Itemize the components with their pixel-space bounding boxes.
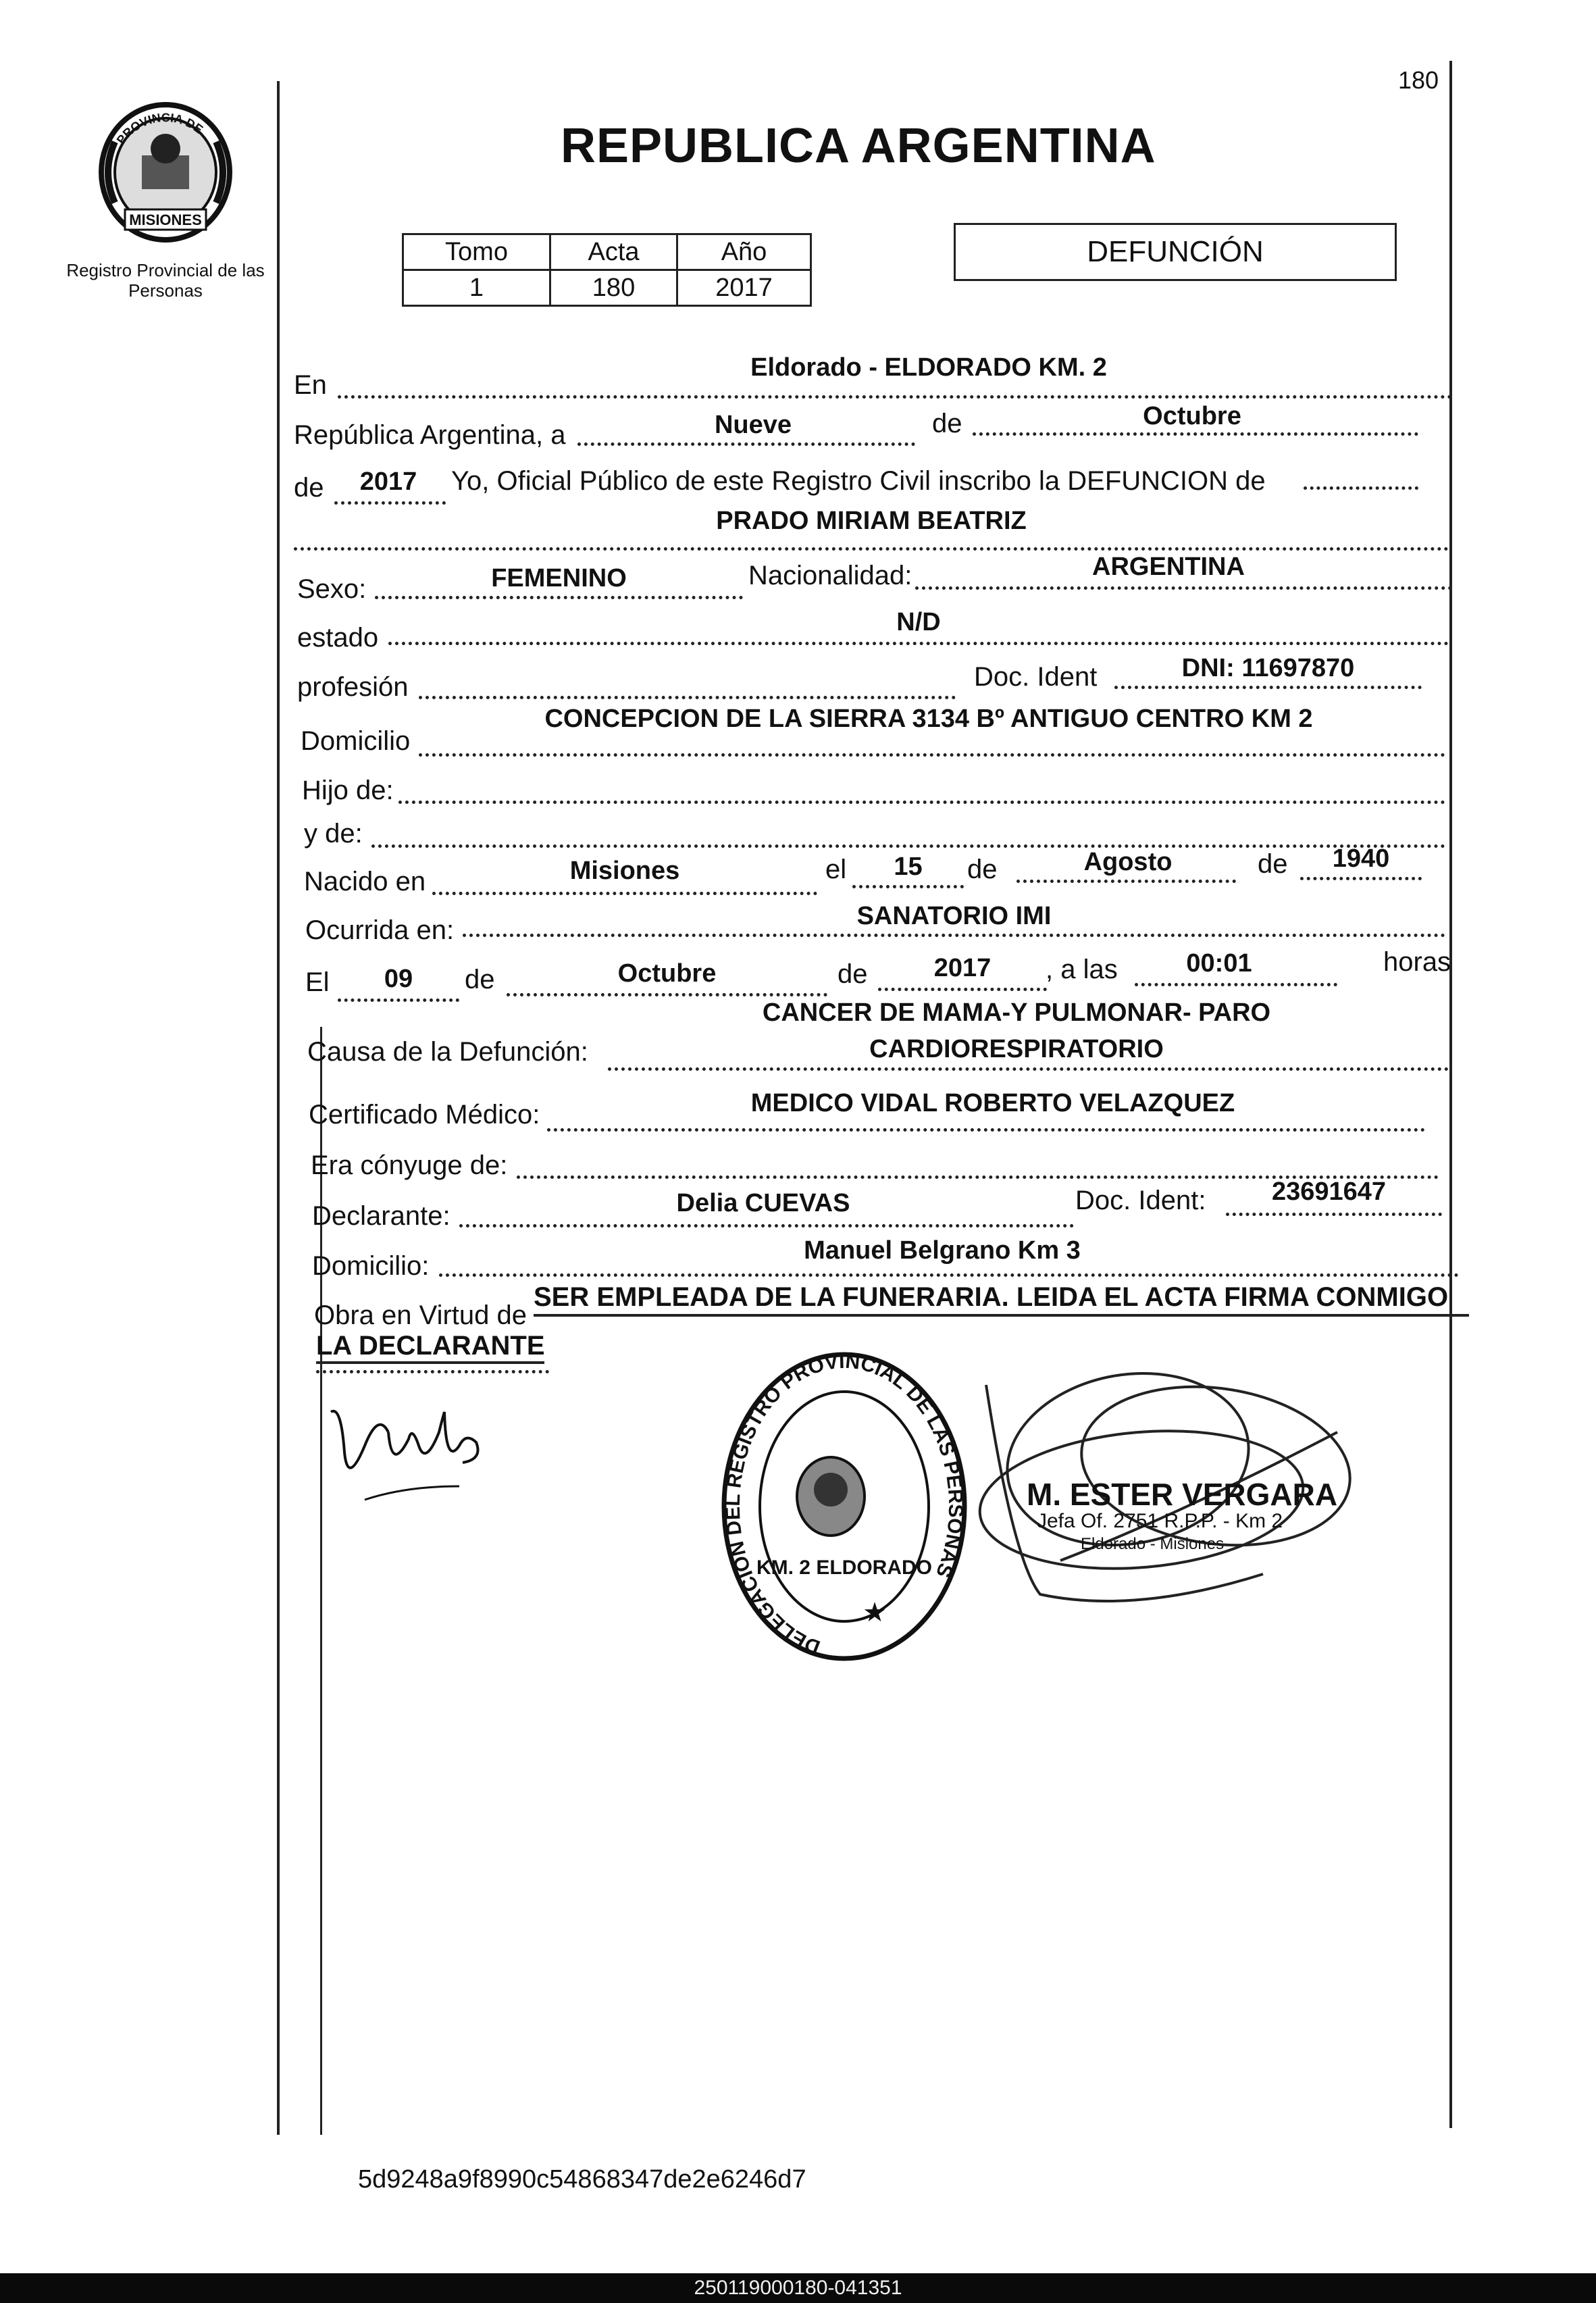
causa-line2: CARDIORESPIRATORIO (869, 1035, 1164, 1063)
doc-ident2-value: 23691647 (1271, 1178, 1387, 1206)
domicilio-dotted-line (419, 753, 1445, 757)
horas-label: horas (1383, 947, 1451, 977)
de-label-3: de (967, 855, 998, 884)
nacido-value: Misiones (569, 857, 680, 885)
table-value-ano: 2017 (677, 270, 811, 306)
obra-label: Obra en Virtud de (314, 1300, 527, 1330)
table-header-tomo: Tomo (403, 234, 550, 270)
deceased-name-value: PRADO MIRIAM BEATRIZ (716, 507, 1027, 535)
doc-ident2-dotted-line (1226, 1213, 1442, 1216)
day-word-value: Nueve (714, 411, 792, 439)
table-header-ano: Año (677, 234, 811, 270)
de-label-1: de (932, 409, 962, 438)
nacionalidad-dotted-line (915, 586, 1452, 590)
obra-line1-underline (534, 1314, 1469, 1317)
day-word-dotted-line (577, 442, 915, 446)
domicilio2-label: Domicilio: (312, 1251, 430, 1281)
doc-ident2-label: Doc. Ident: (1075, 1186, 1206, 1215)
sexo-dotted-line (375, 596, 743, 599)
profesion-label: profesión (297, 672, 409, 702)
conyuge-label: Era cónyuge de: (311, 1150, 508, 1180)
declarante-signature (324, 1392, 500, 1513)
stamp-ring-text: DELEGACION DEL REGISTRO PROVINCIAL DE LAS PERSONAS (721, 1351, 967, 1659)
left-margin-line (320, 1027, 322, 2135)
official-stamp (716, 1351, 973, 1669)
obra-line2-dotted-line (316, 1370, 549, 1373)
estado-dotted-line (388, 642, 1449, 645)
obra-line2: LA DECLARANTE (316, 1331, 545, 1361)
death-year-dotted-line (878, 988, 1047, 991)
estado-label: estado (297, 623, 379, 653)
record-type-box: DEFUNCIÓN (954, 223, 1397, 281)
footer-bar: 250119000180-041351 (0, 2273, 1596, 2303)
provincia-misiones-logo (95, 101, 236, 243)
left-border-line (277, 81, 280, 2135)
logo-ring-top-text: PROVINCIA DE (113, 110, 206, 147)
de-label-5: de (465, 965, 495, 994)
sexo-value: FEMENINO (491, 564, 627, 592)
official-name: M. ESTER VERGARA (1027, 1477, 1338, 1512)
inscribo-dotted-line (1304, 486, 1418, 490)
nacido-dotted-line (432, 892, 817, 895)
month-word-dotted-line (973, 432, 1418, 436)
el-label: el (825, 855, 847, 884)
profesion-dotted-line (419, 696, 956, 699)
death-day-value: 09 (384, 965, 413, 993)
table-value-tomo: 1 (403, 270, 550, 306)
page-title: REPUBLICA ARGENTINA (561, 119, 1156, 173)
birth-year-value: 1940 (1332, 844, 1390, 873)
nacionalidad-label: Nacionalidad: (748, 561, 912, 590)
birth-month-value: Agosto (1083, 848, 1173, 876)
domicilio2-dotted-line (439, 1273, 1459, 1277)
year-dotted-line (334, 501, 446, 505)
certificado-dotted-line (547, 1128, 1425, 1132)
declarante-value: Delia CUEVAS (676, 1189, 850, 1217)
de-label-4: de (1258, 849, 1288, 879)
sexo-label: Sexo: (297, 574, 367, 604)
stamp-star-icon: ★ (863, 1598, 887, 1627)
obra-line1: SER EMPLEADA DE LA FUNERARIA. LEIDA EL ACTA FIRMA CONMIGO (534, 1282, 1449, 1312)
birth-year-dotted-line (1300, 877, 1422, 880)
estado-value: N/D (896, 608, 941, 636)
logo-ring-bottom-text: MISIONES (129, 211, 202, 228)
birth-month-dotted-line (1016, 880, 1236, 883)
tomo-acta-ano-table (402, 233, 812, 307)
yde-label: y de: (304, 819, 363, 849)
document-hash: 5d9248a9f8990c54868347de2e6246d7 (358, 2165, 806, 2194)
month-word-value: Octubre (1143, 402, 1241, 430)
obra-line2-underline (316, 1361, 544, 1364)
ocurrida-value: SANATORIO IMI (856, 902, 1052, 930)
hijo-label: Hijo de: (302, 776, 394, 805)
domicilio-value: CONCEPCION DE LA SIERRA 3134 Bº ANTIGUO CENTRO KM 2 (544, 705, 1313, 733)
doc-ident-dotted-line (1114, 686, 1422, 689)
doc-ident-label: Doc. Ident (974, 662, 1098, 692)
declarante-dotted-line (459, 1224, 1074, 1228)
de-label-6: de (838, 959, 868, 989)
de-label-2: de (294, 473, 324, 503)
table-header-acta: Acta (550, 234, 677, 270)
inscribo-text: Yo, Oficial Público de este Registro Civil inscribo la DEFUNCION de (451, 466, 1266, 496)
year-value: 2017 (359, 467, 417, 496)
death-month-dotted-line (507, 993, 827, 996)
ocurrida-dotted-line (463, 934, 1445, 937)
hijo-dotted-line (398, 801, 1445, 804)
logo-caption: Registro Provincial de las Personas (66, 260, 265, 301)
nacido-label: Nacido en (304, 867, 426, 896)
page-number: 180 (1398, 66, 1439, 94)
nacionalidad-value: ARGENTINA (1092, 553, 1245, 581)
death-month-value: Octubre (617, 959, 717, 988)
yde-dotted-line (371, 844, 1445, 848)
el-label-2: El (305, 967, 330, 997)
table-value-acta: 180 (550, 270, 677, 306)
place-value: Eldorado - ELDORADO KM. 2 (750, 353, 1107, 382)
birth-day-dotted-line (852, 885, 964, 888)
domicilio2-value: Manuel Belgrano Km 3 (804, 1236, 1081, 1265)
birth-day-value: 15 (894, 853, 923, 881)
death-time-dotted-line (1135, 983, 1337, 986)
certificado-value: MEDICO VIDAL ROBERTO VELAZQUEZ (750, 1089, 1235, 1117)
causa-dotted-line (608, 1067, 1449, 1071)
alas-label: , a las (1046, 955, 1118, 984)
stamp-inner-text: KM. 2 ELDORADO (756, 1557, 933, 1579)
domicilio-label: Domicilio (301, 726, 411, 756)
deceased-name-dotted-line (294, 547, 1449, 551)
en-label: En (294, 370, 327, 400)
official-line3: Eldorado - Misiones (1081, 1535, 1225, 1553)
place-dotted-line (338, 395, 1452, 399)
declarante-label: Declarante: (312, 1201, 451, 1231)
republica-label: República Argentina, a (294, 420, 566, 450)
death-time-value: 00:01 (1186, 949, 1252, 978)
ocurrida-label: Ocurrida en: (305, 915, 455, 945)
death-day-dotted-line (338, 998, 459, 1002)
doc-ident-value: DNI: 11697870 (1181, 654, 1355, 682)
certificado-label: Certificado Médico: (309, 1100, 540, 1130)
causa-label: Causa de la Defunción: (307, 1037, 588, 1067)
death-year-value: 2017 (933, 954, 992, 982)
official-line2: Jefa Of. 2751 R.P.P. - Km 2 (1037, 1510, 1283, 1532)
causa-line1: CANCER DE MAMA-Y PULMONAR- PARO (762, 998, 1271, 1027)
